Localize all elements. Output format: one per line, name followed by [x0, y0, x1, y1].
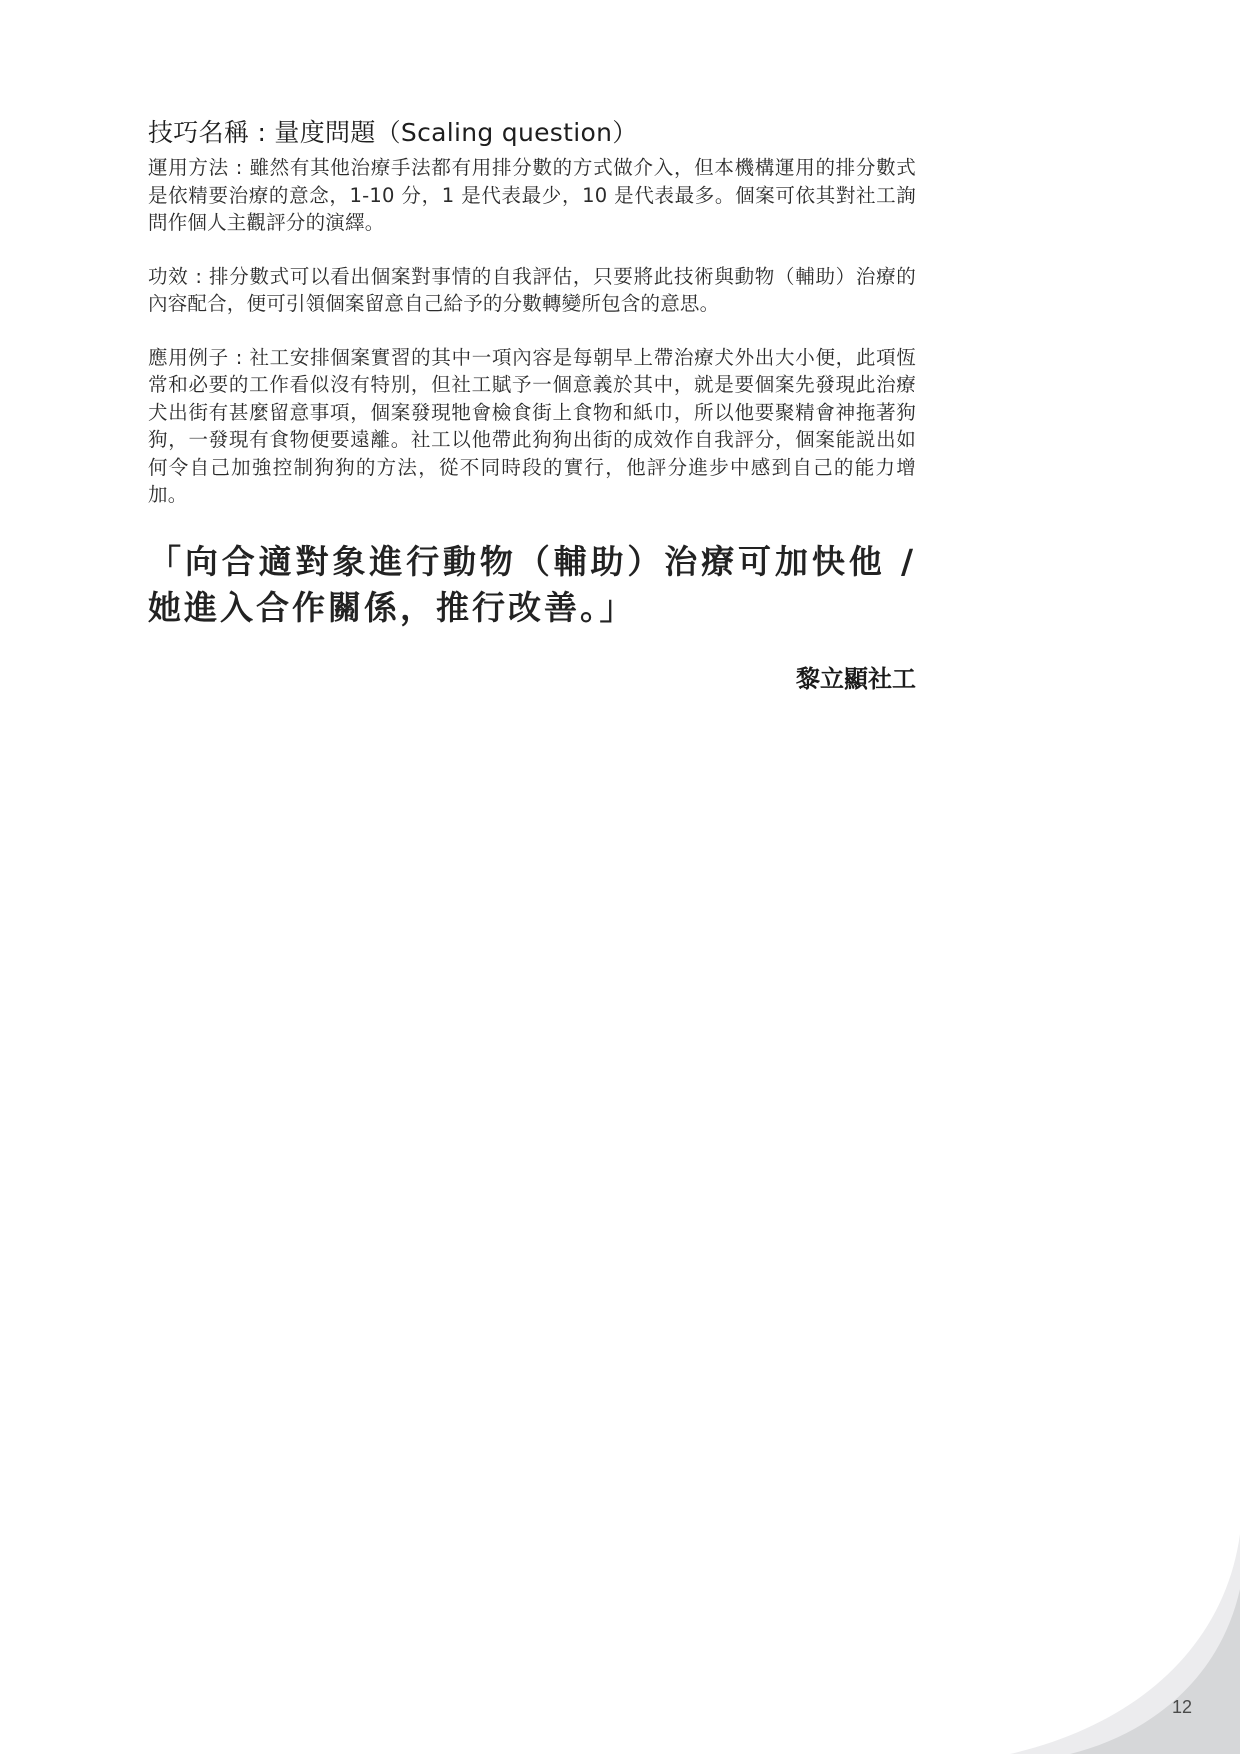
corner-decoration [940, 1414, 1240, 1754]
page-content [148, 112, 916, 694]
pull-quote: 「向合適對象進行動物（輔助）治療可加快他 / 她進入合作關係，推行改善。」 [148, 541, 916, 627]
paragraph-effect: 功效 : 排分數式可以看出個案對事情的自我評估，只要將此技術與動物（輔助）治療的內容配合，便可引領個案留意自己給予的分數轉變所包含的意思。 [148, 264, 916, 315]
paragraph-method: 運用方法 : 雖然有其他治療手法都有用排分數的方式做介入，但本機構運用的排分數式是依精要治療的意念，1-10 分，1 是代表最少，10 是代表最多。個案可依其對社工詢問作個人主觀評分的演繹。 [148, 156, 916, 234]
page-number: 12 [1171, 1697, 1192, 1717]
paragraph-example: 應用例子 : 社工安排個案實習的其中一項內容是每朝早上帶治療犬外出大小便，此項恆常和必要的工作看似沒有特別，但社工賦予一個意義於其中，就是要個案先發現此治療犬出街有甚麼留意事項，個案發現牠會檢食街上食物和紙巾，所以他要聚精會神拖著狗狗，一發現有食物便要遠離。社工以他帶此狗狗出街的成效作自我評分，個案能説出如何令自己加強控制狗狗的方法，從不同時段的實行，他評分進步中感到自己的能力增加。 [148, 345, 916, 506]
section-title: 技巧名稱 : 量度問題（Scaling question） [148, 118, 638, 147]
signature: 黎立顯社工 [796, 664, 916, 693]
